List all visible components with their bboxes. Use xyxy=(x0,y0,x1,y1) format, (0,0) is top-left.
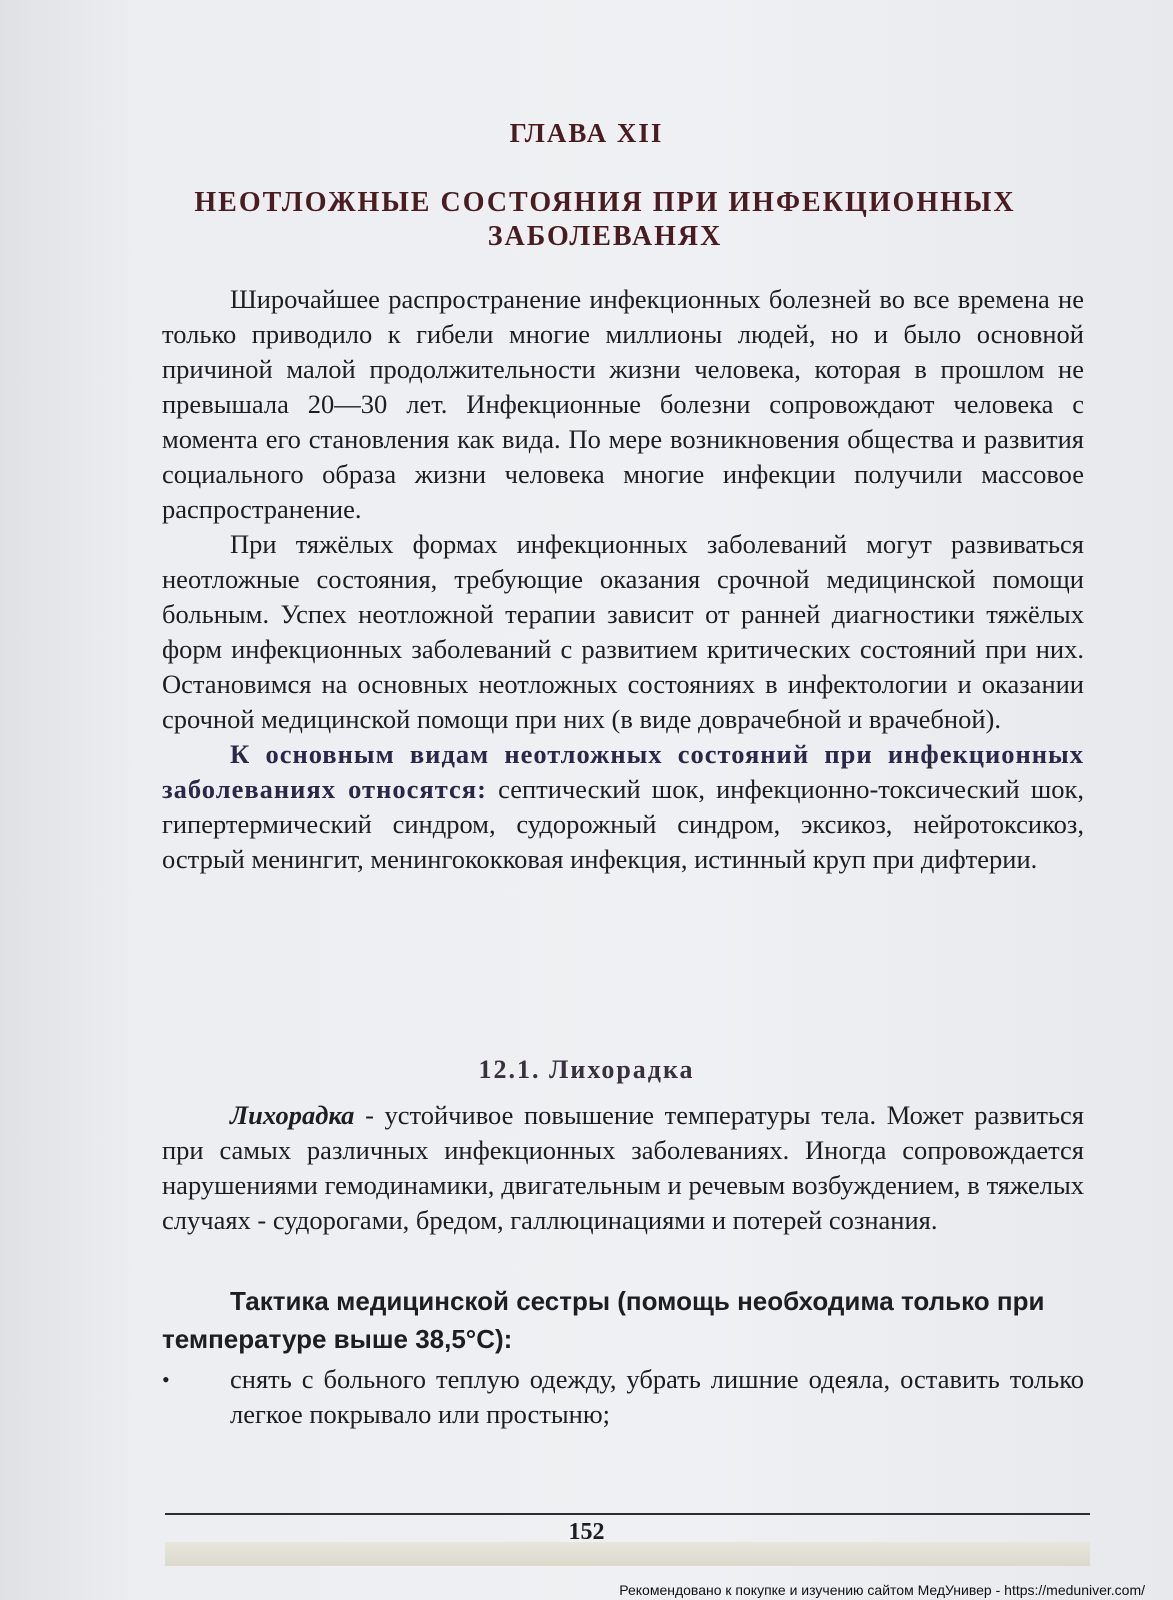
fever-paragraph xyxy=(162,1098,1084,1238)
fever-text: - устойчивое повышение температуры тела. Может развиться при самых различных инфекционных заболеваниях. Иногда сопровождается нарушениями гемодинамики, двигательным и речевым возбуждением, в тяжелых случаях - судорогами, бредом, галлюцинациями и потерей сознания. xyxy=(162,1100,1084,1235)
types-intro: К основным видам неотложных состояний при инфекционных заболеваниях относятся: xyxy=(162,739,1084,804)
tactics-heading: Тактика медицинской сестры (помощь необходима только при температуре выше 38,5°С): xyxy=(162,1286,1045,1354)
fever-definition xyxy=(162,1098,1084,1238)
chapter-heading: ГЛАВА XII xyxy=(509,118,664,148)
paragraph-1: Широчайшее распространение инфекционных болезней во все времена не только приводило к гибели многие миллионы людей, но и было основной причиной малой продолжительности жизни человека, которая в прошлом не превышала 20—30 лет. Инфекционные болезни сопровождают человека с момента его становления как вида. По мере возникновения общества и развития социального образа жизни человека многие инфекции получили массовое распространение. xyxy=(162,284,1084,524)
list-item xyxy=(162,1362,1084,1432)
paragraph-3 xyxy=(162,737,1084,877)
fever-term: Лихорадка xyxy=(230,1100,355,1130)
chapter-title: НЕОТЛОЖНЫЕ СОСТОЯНИЯ ПРИ ИНФЕКЦИОННЫХ ЗАБОЛЕВАНЯХ xyxy=(194,187,1016,252)
intro-text xyxy=(162,282,1084,877)
section-title: 12.1. Лихорадка xyxy=(478,1055,695,1084)
page-number: 152 xyxy=(568,1519,605,1545)
watermark-text: Рекомендовано к покупке и изучению сайтом МедУнивер - https://meduniver.com/ xyxy=(619,1582,1145,1598)
types-list: септический шок, инфекционно-токсический шок, гипертермический синдром, судорожный синдром, эксикоз, нейротоксикоз, острый менингит, менингококковая инфекция, истинный круп при дифтерии. xyxy=(162,774,1084,874)
footer-divider xyxy=(165,1513,1090,1515)
list-item-text: снять с больного теплую одежду, убрать лишние одеяла, оставить только легкое покрывало или простыню; xyxy=(230,1364,1084,1429)
paragraph-2: При тяжёлых формах инфекционных заболеваний могут развиваться неотложные состояния, требующие оказания срочной медицинской помощи больным. Успех неотложной терапии зависит от ранней диагностики тяжёлых форм инфекционных заболеваний с развитием критических состояний при них. Остановимся на основных неотложных состояниях в инфектологии и оказании срочной медицинской помощи при них (в виде доврачебной и врачебной). xyxy=(162,529,1084,734)
bullet-icon: • xyxy=(162,1367,170,1392)
